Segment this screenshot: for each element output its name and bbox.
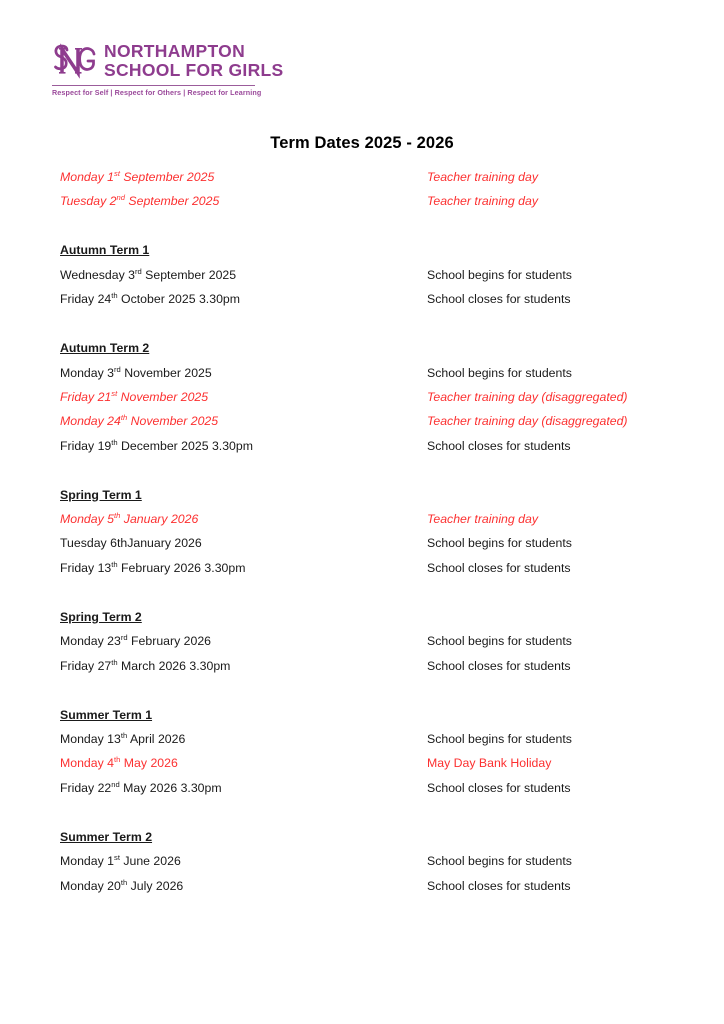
term-section-heading: Autumn Term 1 — [60, 243, 150, 258]
section-spacer — [0, 584, 724, 609]
date-ordinal-suffix: th — [111, 657, 118, 667]
term-section-heading: Autumn Term 2 — [60, 341, 150, 356]
school-logo — [52, 41, 283, 98]
term-section-heading: Spring Term 1 — [60, 487, 142, 502]
term-date-row — [0, 413, 724, 437]
term-date-value: Friday 21st November 2025 — [60, 388, 209, 404]
term-date-row — [0, 633, 724, 657]
date-ordinal-suffix: rd — [120, 633, 128, 643]
section-spacer — [0, 316, 724, 341]
page-title: Term Dates 2025 - 2026 — [270, 134, 454, 152]
term-date-description: May Day Bank Holiday — [427, 756, 552, 771]
date-ordinal-suffix: th — [111, 559, 118, 569]
term-date-row — [0, 780, 724, 804]
date-ordinal-suffix: th — [111, 291, 118, 301]
logo-name-line-1: NORTHAMPTON — [104, 41, 246, 61]
term-date-description: School closes for students — [427, 438, 571, 453]
date-ordinal-suffix: th — [114, 510, 121, 520]
term-date-row — [0, 560, 724, 584]
term-section-heading: Summer Term 1 — [60, 707, 153, 722]
term-date-value: Monday 1st June 2026 — [60, 853, 181, 869]
date-ordinal-suffix: th — [120, 730, 128, 740]
term-date-value: Monday 23rd February 2026 — [60, 633, 212, 649]
term-date-value: Monday 13th April 2026 — [60, 730, 186, 746]
date-ordinal-suffix: nd — [116, 193, 125, 203]
date-ordinal-suffix: th — [120, 413, 128, 423]
term-section-heading-row — [0, 487, 724, 511]
term-date-description: School closes for students — [427, 560, 571, 575]
term-date-row — [0, 291, 724, 315]
term-date-row — [0, 267, 724, 291]
term-date-description: School begins for students — [427, 634, 572, 649]
term-date-description: School begins for students — [427, 732, 572, 746]
term-date-description: School begins for students — [427, 854, 572, 869]
logo-row — [52, 41, 283, 82]
date-ordinal-suffix: st — [114, 853, 120, 863]
term-date-description: Teacher training day (disaggregated) — [427, 389, 628, 404]
term-date-value: Monday 20th July 2026 — [60, 877, 184, 893]
section-spacer — [0, 804, 724, 829]
term-date-row — [0, 193, 724, 217]
date-ordinal-suffix: st — [111, 388, 118, 398]
term-date-row — [0, 365, 724, 389]
date-ordinal-suffix: th — [120, 877, 128, 887]
term-date-row — [0, 731, 724, 755]
term-section-heading-row — [0, 340, 724, 364]
term-date-value: Friday 22nd May 2026 3.30pm — [60, 779, 222, 795]
logo-tagline: Respect for Self | Respect for Others | Respect for Learning — [52, 88, 262, 97]
term-date-row — [0, 511, 724, 535]
term-date-description: School closes for students — [427, 658, 571, 673]
term-date-value: Tuesday 6thJanuary 2026 — [60, 536, 202, 551]
term-date-value: Monday 1st September 2025 — [60, 168, 215, 184]
term-section-heading: Spring Term 2 — [60, 609, 142, 624]
term-date-description: School closes for students — [427, 292, 571, 307]
term-date-row — [0, 389, 724, 413]
term-date-row — [0, 535, 724, 559]
term-section-heading-row — [0, 609, 724, 633]
date-ordinal-suffix: nd — [111, 779, 120, 789]
date-ordinal-suffix: rd — [114, 364, 121, 374]
term-date-value: Friday 24th October 2025 3.30pm — [60, 291, 240, 307]
term-date-value: Wednesday 3rd September 2025 — [60, 266, 237, 282]
section-spacer — [0, 682, 724, 707]
term-date-description: School begins for students — [427, 267, 572, 282]
logo-divider-rule — [52, 85, 255, 86]
term-date-description: School begins for students — [427, 365, 572, 380]
term-date-row — [0, 853, 724, 877]
term-date-value: Monday 4th May 2026 — [60, 755, 178, 771]
section-spacer — [0, 218, 724, 243]
term-section-heading: Summer Term 2 — [60, 829, 153, 844]
term-dates-schedule — [0, 169, 724, 902]
term-date-description: Teacher training day — [427, 512, 538, 527]
term-date-row — [0, 658, 724, 682]
term-date-description: Teacher training day — [427, 194, 538, 209]
term-date-row — [0, 878, 724, 902]
term-date-row — [0, 169, 724, 193]
date-ordinal-suffix: rd — [134, 266, 142, 276]
logo-wordmark — [104, 41, 283, 80]
term-date-description: Teacher training day — [427, 170, 538, 184]
sng-monogram-icon — [52, 42, 98, 82]
term-date-row — [0, 438, 724, 462]
date-ordinal-suffix: th — [111, 437, 118, 447]
term-date-description: Teacher training day (disaggregated) — [427, 414, 628, 429]
term-date-value: Friday 27th March 2026 3.30pm — [60, 657, 231, 673]
logo-name-line-2: SCHOOL FOR GIRLS — [104, 60, 284, 80]
term-date-value: Friday 13th February 2026 3.30pm — [60, 559, 246, 575]
date-ordinal-suffix: st — [114, 168, 120, 178]
term-date-value: Monday 5th January 2026 — [60, 510, 199, 527]
section-spacer — [0, 462, 724, 487]
term-date-description: School closes for students — [427, 780, 571, 795]
term-date-value: Friday 19th December 2025 3.30pm — [60, 437, 253, 453]
date-ordinal-suffix: th — [114, 755, 121, 765]
term-section-heading-row — [0, 242, 724, 266]
term-date-value: Monday 3rd November 2025 — [60, 364, 212, 380]
term-date-value: Monday 24th November 2025 — [60, 413, 219, 429]
term-section-heading-row — [0, 829, 724, 853]
term-date-row — [0, 755, 724, 779]
term-date-description: School closes for students — [427, 878, 571, 893]
term-section-heading-row — [0, 707, 724, 731]
term-date-description: School begins for students — [427, 536, 572, 551]
term-date-value: Tuesday 2nd September 2025 — [60, 193, 220, 209]
